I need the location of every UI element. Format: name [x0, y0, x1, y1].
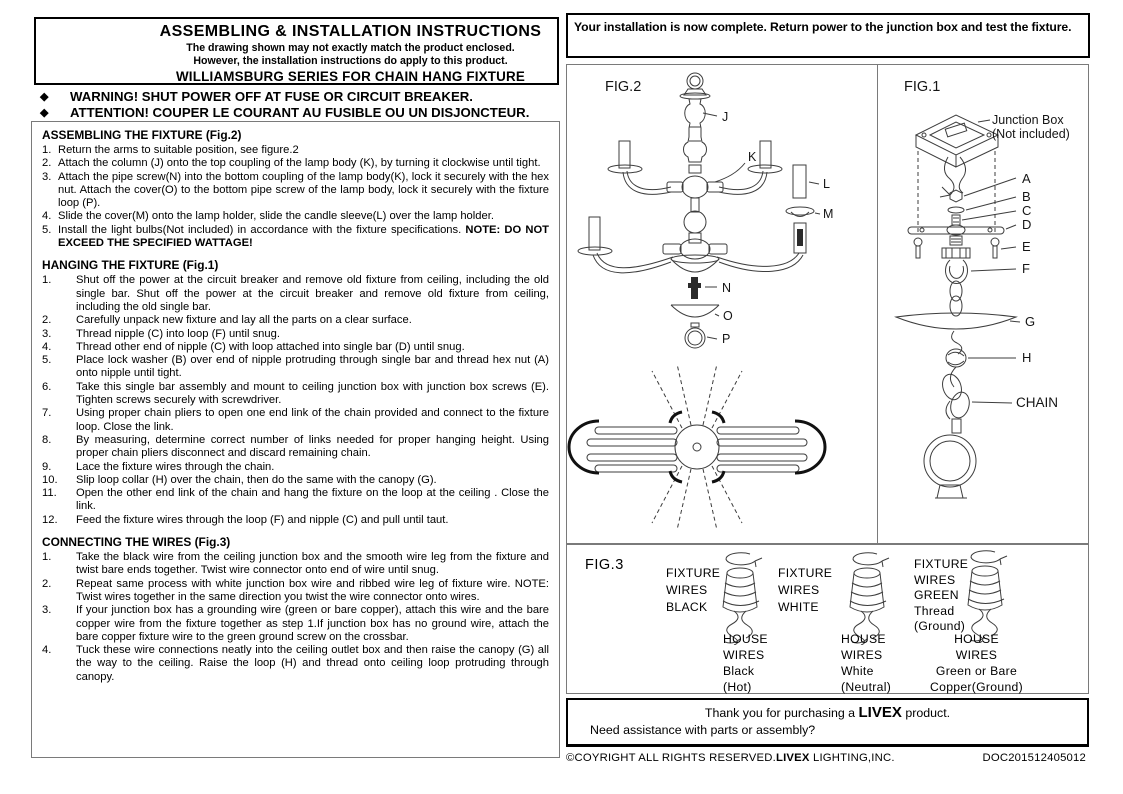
warning-text: ATTENTION! COUPER LE COURANT AU FUSIBLE OU UN DISJONCTEUR.	[70, 105, 530, 120]
instruction-item	[42, 551, 551, 578]
item-number: 1.	[42, 144, 52, 156]
text-line: Green or Bare	[935, 664, 1018, 678]
fig1-part-label-E: E	[1022, 239, 1031, 254]
instruction-list	[42, 551, 551, 684]
installation-complete-note: Your installation is now complete. Return power to the junction box and test the fixture.	[566, 13, 1090, 58]
item-text: Return the arms to suitable position, see figure.2	[58, 144, 299, 156]
item-number: 4.	[42, 644, 52, 657]
instruction-item	[42, 171, 551, 211]
instruction-item	[42, 314, 551, 327]
text-line: HOUSE	[841, 632, 886, 646]
instruction-item	[42, 487, 551, 514]
thanks-post: product.	[901, 706, 951, 720]
fig1-part-label-B: B	[1022, 189, 1031, 204]
instruction-item	[42, 381, 551, 408]
item-number: 3.	[42, 170, 52, 183]
section-connecting	[42, 535, 551, 684]
text-line: GREEN	[914, 588, 959, 602]
item-number: 10.	[42, 473, 58, 486]
junction-box-label-line1: Junction Box	[992, 113, 1064, 127]
item-number: 2.	[42, 577, 52, 590]
header-subtitle-2: However, the installation instructions do apply to this product.	[193, 55, 508, 67]
instruction-item	[42, 407, 551, 434]
text-line: WIRES	[723, 648, 765, 662]
item-number: 1.	[42, 274, 52, 287]
text-line: WHITE	[778, 600, 819, 614]
text-line: (Ground)	[914, 619, 966, 633]
header-subtitle-1: The drawing shown may not exactly match the product enclosed.	[186, 42, 515, 54]
fixture-wires-green-label	[914, 557, 968, 635]
fig2-panel	[567, 65, 878, 543]
text-line: Thread	[914, 603, 955, 618]
house-wires-white-label	[841, 631, 891, 695]
instruction-item	[42, 354, 551, 381]
fig1-part-label-D: D	[1022, 217, 1032, 232]
fig1-part-label-F: F	[1022, 261, 1030, 276]
thanks-pre: Thank you for purchasing a	[704, 706, 859, 720]
item-text: Shut off the power at the circuit breaker and remove old fixture from ceiling, including the old single bar. Shut off the power at the circuit breaker and remove old fixture from ceiling, including the old single bar.	[76, 274, 549, 313]
copyright-pre: ©COYRIGHT ALL RIGHTS RESERVED.	[566, 752, 776, 764]
fig3-label: FIG.3	[585, 557, 624, 573]
text-line: WIRES	[666, 583, 708, 597]
instruction-item	[42, 328, 551, 341]
item-text: Thread other end of nipple (C) with loop attached into single bar (D) until snug.	[76, 340, 465, 353]
item-number: 5.	[42, 354, 52, 367]
fig1-panel	[878, 65, 1089, 543]
item-text: Take this single bar assembly and mount to ceiling junction box with junction box screws (E). Tighten screws securely with screwdriver.	[76, 380, 549, 407]
item-number: 7.	[42, 407, 52, 420]
fig1-label: FIG.1	[904, 79, 941, 95]
wire-nut-drawing	[962, 547, 1010, 643]
item-text: Carefully unpack new fixture and lay all the parts on a clear surface.	[76, 314, 412, 327]
instruction-item	[42, 210, 551, 223]
text-line: Black	[723, 664, 755, 678]
fig2-part-label-O: O	[723, 309, 733, 323]
fig2-label: FIG.2	[605, 79, 642, 95]
item-text: Install the light bulbs(Not included) in accordance with the fixture specifications. NOTE: DO NOT EXCEED THE SPECIFIED WATTAGE!	[58, 223, 549, 250]
section-heading: CONNECTING THE WIRES (Fig.3)	[42, 535, 231, 550]
item-number: 8.	[42, 433, 52, 446]
series-title: WILLIAMSBURG SERIES FOR CHAIN HANG FIXTURE	[175, 69, 526, 84]
warning-block	[36, 89, 559, 121]
instruction-item	[42, 644, 551, 684]
instructions-box	[31, 121, 560, 758]
fig2-part-label-M: M	[823, 207, 834, 221]
item-text: Attach the column (J) onto the top coupling of the lamp body (K), by turning it clockwise until tight.	[58, 157, 541, 170]
item-text: Using proper chain pliers to open one end link of the chain provided and connect to the fixture loop. Close the link.	[76, 407, 549, 433]
instruction-item	[42, 157, 551, 170]
fig1-part-label-G: G	[1025, 314, 1036, 329]
item-text: Take the black wire from the ceiling junction box and the smooth wire leg from the fixture and twist bare ends together. Twist wire connector onto end of wire until snug.	[76, 551, 549, 577]
instruction-item	[42, 604, 551, 644]
item-text: Feed the fixture wires through the loop (F) and nipple (C) and pull until taut.	[76, 513, 449, 526]
instruction-item	[42, 274, 551, 314]
item-text: Thread nipple (C) into loop (F) until snug.	[76, 327, 280, 340]
thank-you-line	[576, 704, 1079, 722]
diamond-bullet-icon: ◆	[40, 107, 49, 119]
item-text: Lace the fixture wires through the chain.	[76, 460, 275, 473]
fig1-part-label-A: A	[1022, 171, 1031, 186]
instruction-item	[42, 578, 551, 605]
text-line: WIRES	[955, 648, 998, 662]
instruction-item	[42, 461, 551, 474]
warning-text: WARNING! SHUT POWER OFF AT FUSE OR CIRCUIT BREAKER.	[70, 89, 473, 104]
item-text: Slip loop collar (H) over the chain, then do the same with the canopy (G).	[76, 473, 437, 486]
section-assembling	[42, 128, 551, 250]
item-number: 3.	[42, 327, 52, 340]
section-hanging	[42, 258, 551, 527]
fixture-wires-black-label	[666, 565, 720, 616]
thank-you-box	[566, 698, 1089, 747]
text-line: HOUSE	[723, 632, 768, 646]
fig1-chain-label: CHAIN	[1016, 395, 1059, 410]
fig1-hardware-drawing	[878, 65, 1089, 543]
item-number: 4.	[42, 210, 52, 223]
item-number: 6.	[42, 380, 52, 393]
item-text: Place lock washer (B) over end of nipple protruding through single bar and thread hex nut (A) onto nipple until tight.	[76, 354, 549, 380]
text-line: BLACK	[666, 600, 708, 614]
section-heading: ASSEMBLING THE FIXTURE (Fig.2)	[42, 128, 242, 142]
text-line: WIRES	[841, 648, 883, 662]
text-line: WIRES	[778, 583, 820, 597]
text-line: HOUSE	[954, 632, 999, 646]
item-number: 1.	[42, 551, 52, 564]
text-line: FIXTURE	[666, 566, 721, 580]
instruction-list	[42, 274, 551, 527]
item-number: 12.	[42, 513, 58, 526]
item-number: 2.	[42, 314, 52, 327]
fig2-part-label-P: P	[722, 332, 731, 346]
copyright-brand: LIVEX	[775, 752, 810, 764]
item-text: If your junction box has a grounding wire (green or bare copper), attach this wire and the bare copper wire from the fixture together as step 1.If junction box has no ground wire, attach the bare copper fixture wire to the green ground screw on the crossbar.	[76, 604, 549, 643]
fig2-part-label-J: J	[722, 110, 729, 124]
fig2-part-label-K: K	[748, 150, 757, 164]
text-line: White	[841, 664, 874, 678]
item-text: Slide the cover(M) onto the lamp holder, slide the candle sleeve(L) over the lamp holder.	[58, 210, 494, 223]
house-wires-black-label	[723, 631, 768, 695]
section-heading: HANGING THE FIXTURE (Fig.1)	[42, 258, 219, 273]
item-number: 2.	[42, 157, 52, 170]
assistance-line: Need assistance with parts or assembly?	[590, 723, 816, 737]
instruction-item	[42, 434, 551, 461]
item-text: Open the other end link of the chain and hang the fixture on the loop at the ceiling . Close the link.	[76, 487, 549, 513]
header-box	[34, 17, 559, 85]
diamond-bullet-icon: ◆	[40, 91, 49, 103]
fig1-part-label-H: H	[1022, 350, 1032, 365]
text-line: FIXTURE	[914, 557, 969, 571]
figures-box	[566, 64, 1089, 544]
brand-name: LIVEX	[858, 704, 902, 721]
instruction-item	[42, 224, 551, 251]
instruction-list	[42, 144, 551, 250]
fig1-part-label-C: C	[1022, 203, 1032, 218]
text-line: FIXTURE	[778, 566, 833, 580]
doc-number: DOC201512405012	[982, 752, 1086, 764]
item-number: 4.	[42, 340, 52, 353]
instruction-item	[42, 474, 551, 487]
text-line: (Neutral)	[841, 680, 892, 694]
fig2-part-label-N: N	[722, 281, 732, 295]
item-number: 9.	[42, 460, 52, 473]
copyright-text	[566, 752, 895, 764]
item-number: 5.	[42, 223, 52, 236]
instruction-item	[42, 514, 551, 527]
copyright-row	[566, 752, 1086, 764]
instruction-item	[42, 341, 551, 354]
item-number: 11.	[42, 487, 57, 500]
item-text: By measuring, determine correct number of links needed for proper hanging height. Using proper chain pliers disconnect and discard remaining chain.	[76, 433, 549, 460]
fig2-part-label-L: L	[823, 177, 830, 191]
item-text: Attach the pipe screw(N) into the bottom coupling of the lamp body(K), lock it securely with the hex nut. Attach the cover(O) to the bottom pipe screw of the lamp body, lock it securely with the fixture loop (P).	[58, 170, 549, 210]
item-text: Repeat same process with white junction box wire and ribbed wire leg of fixture wire. NOTE: Twist wires together in the same direction you twist the wire connector onto wires.	[76, 577, 549, 603]
fixture-wires-white-label	[778, 565, 832, 616]
text-line: (Hot)	[723, 680, 752, 694]
item-text: Tuck these wire connections neatly into the ceiling outlet box and then raise the canopy (G) all the way to the ceiling. Raise the loop (H) and thread onto ceiling loop protruding through canopy.	[76, 644, 549, 683]
warning-line-english	[36, 89, 559, 105]
warning-line-french	[36, 105, 559, 121]
copyright-post: LIGHTING,INC.	[809, 752, 895, 764]
house-wires-ground-label	[929, 631, 1024, 695]
text-line: Copper(Ground)	[930, 680, 1023, 694]
text-line: WIRES	[914, 572, 956, 587]
instruction-item	[42, 144, 551, 157]
page-title: ASSEMBLING & INSTALLATION INSTRUCTIONS	[159, 23, 542, 40]
item-number: 3.	[42, 604, 52, 617]
fig2-chandelier-drawing	[567, 65, 877, 543]
fig3-panel	[566, 544, 1089, 694]
junction-box-label-line2: (Not included)	[992, 127, 1070, 141]
